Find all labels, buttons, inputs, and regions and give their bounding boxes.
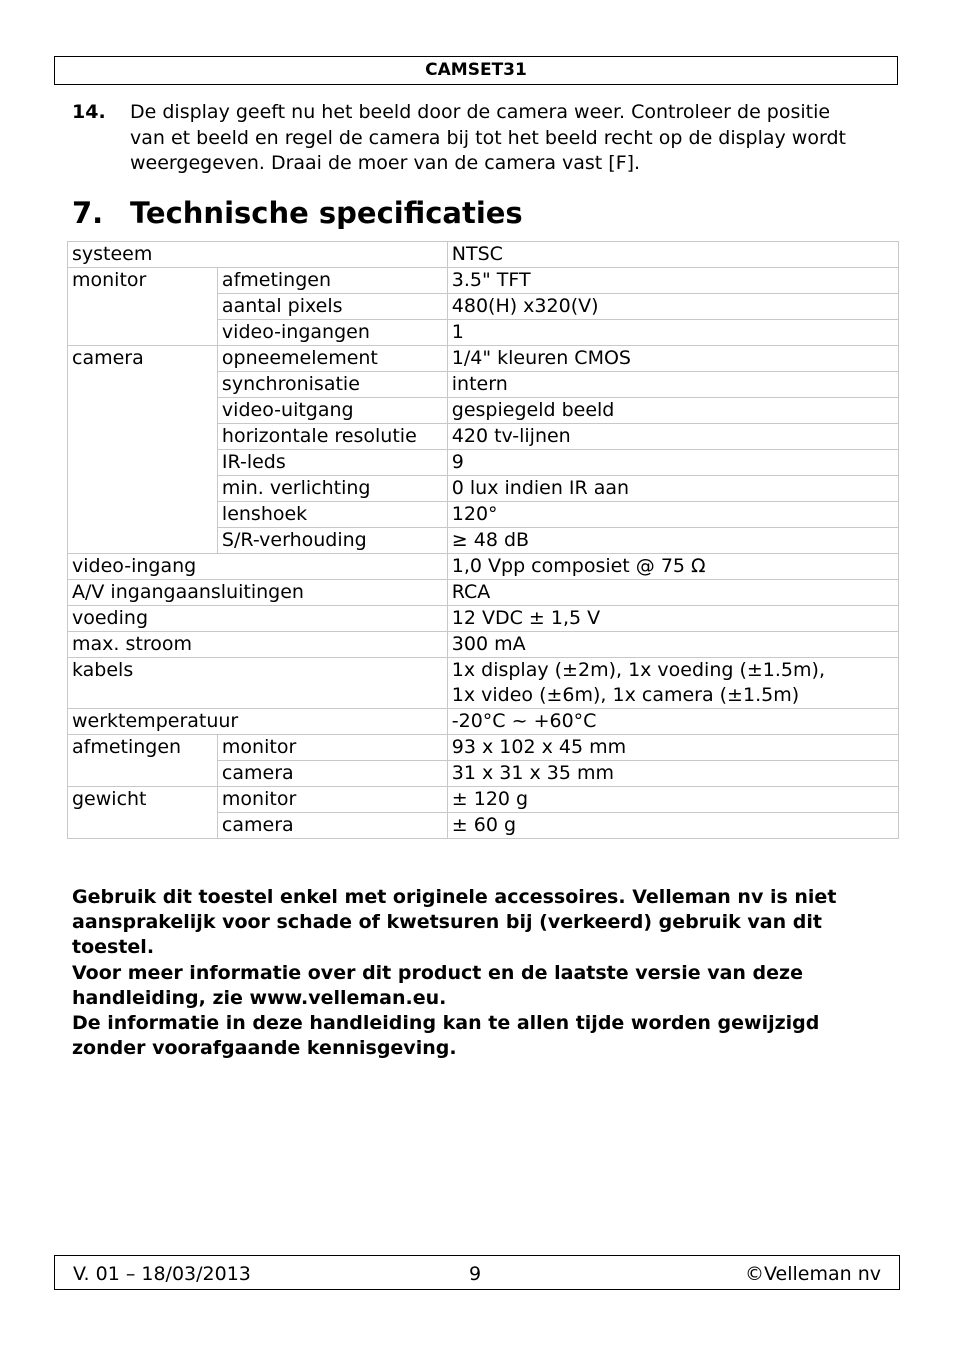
table-row (68, 346, 899, 372)
spec-value: 420 tv-lijnen (447, 424, 898, 450)
spec-label: werktemperatuur (68, 709, 448, 735)
spec-label: lenshoek (217, 502, 447, 528)
spec-label: video-ingang (68, 554, 448, 580)
spec-label: A/V ingangaansluitingen (68, 580, 448, 606)
spec-value: ± 60 g (447, 813, 898, 839)
spec-label: max. stroom (68, 632, 448, 658)
table-row (68, 735, 899, 761)
spec-group-label: afmetingen (68, 735, 218, 787)
spec-value: RCA (447, 580, 898, 606)
spec-label: monitor (217, 787, 447, 813)
page-header (54, 56, 898, 85)
spec-label: kabels (68, 658, 448, 709)
table-row (68, 554, 899, 580)
spec-value: 9 (447, 450, 898, 476)
table-row (68, 580, 899, 606)
table-row (68, 632, 899, 658)
spec-label: aantal pixels (217, 294, 447, 320)
spec-value: 1 (447, 320, 898, 346)
spec-group-label: gewicht (68, 787, 218, 839)
spec-value: 300 mA (447, 632, 898, 658)
table-row (68, 606, 899, 632)
section-number: 7. (72, 196, 104, 230)
spec-group-label: camera (68, 346, 218, 554)
step-text: De display geeft nu het beeld door de camera weer. Controleer de positie van et beeld en regel de camera bij tot het beeld recht op de display wordt weergegeven. Draai de moer van de camera vast [F]. (130, 101, 846, 174)
spec-label: IR-leds (217, 450, 447, 476)
spec-label: camera (217, 761, 447, 787)
spec-label: camera (217, 813, 447, 839)
spec-label: monitor (217, 735, 447, 761)
spec-value: gespiegeld beeld (447, 398, 898, 424)
page-footer (54, 1255, 900, 1290)
notice-paragraph: Gebruik dit toestel enkel met originele accessoires. Velleman nv is niet aansprakelijk voor schade of kwetsuren bij (verkeerd) gebruik van dit toestel. (72, 886, 837, 959)
spec-label: afmetingen (217, 268, 447, 294)
spec-label: synchronisatie (217, 372, 447, 398)
table-row (68, 709, 899, 735)
spec-label: voeding (68, 606, 448, 632)
spec-label: video-ingangen (217, 320, 447, 346)
spec-label: min. verlichting (217, 476, 447, 502)
spec-value: 93 x 102 x 45 mm (447, 735, 898, 761)
spec-value: intern (447, 372, 898, 398)
notice-paragraph: Voor meer informatie over dit product en de laatste versie van deze handleiding, zie www.velleman.eu. (72, 961, 803, 1009)
step-number: 14. (72, 101, 106, 123)
section-title: Technische specificaties (130, 196, 523, 230)
legal-notice (72, 885, 892, 1061)
spec-group-label: monitor (68, 268, 218, 346)
spec-value: 0 lux indien IR aan (447, 476, 898, 502)
spec-value: ≥ 48 dB (447, 528, 898, 554)
spec-value: -20°C ~ +60°C (447, 709, 898, 735)
spec-table (67, 241, 899, 839)
section-heading (72, 196, 523, 230)
table-row (68, 268, 899, 294)
spec-label: S/R-verhouding (217, 528, 447, 554)
spec-value: 3.5" TFT (447, 268, 898, 294)
spec-value: NTSC (447, 242, 898, 268)
footer-page-number: 9 (469, 1263, 482, 1285)
spec-value: 120° (447, 502, 898, 528)
spec-value-line: 1x video (±6m), 1x camera (±1.5m) (451, 684, 800, 706)
spec-value (447, 658, 898, 709)
spec-value: ± 120 g (447, 787, 898, 813)
footer-version: V. 01 – 18/03/2013 (73, 1263, 251, 1285)
spec-value: 480(H) x320(V) (447, 294, 898, 320)
table-row (68, 242, 899, 268)
spec-value: 31 x 31 x 35 mm (447, 761, 898, 787)
spec-value-line: 1x display (±2m), 1x voeding (±1.5m), (451, 659, 825, 681)
spec-label: systeem (68, 242, 448, 268)
spec-label: opneemelement (217, 346, 447, 372)
notice-paragraph: De informatie in deze handleiding kan te allen tijde worden gewijzigd zonder voorafgaande kennisgeving. (72, 1012, 820, 1060)
table-row (68, 787, 899, 813)
header-title: CAMSET31 (425, 60, 527, 80)
spec-label: horizontale resolutie (217, 424, 447, 450)
spec-value: 1,0 Vpp composiet @ 75 Ω (447, 554, 898, 580)
spec-value: 12 VDC ± 1,5 V (447, 606, 898, 632)
table-row (68, 658, 899, 709)
spec-value: 1/4" kleuren CMOS (447, 346, 898, 372)
footer-copyright: ©Velleman nv (745, 1263, 881, 1285)
spec-label: video-uitgang (217, 398, 447, 424)
